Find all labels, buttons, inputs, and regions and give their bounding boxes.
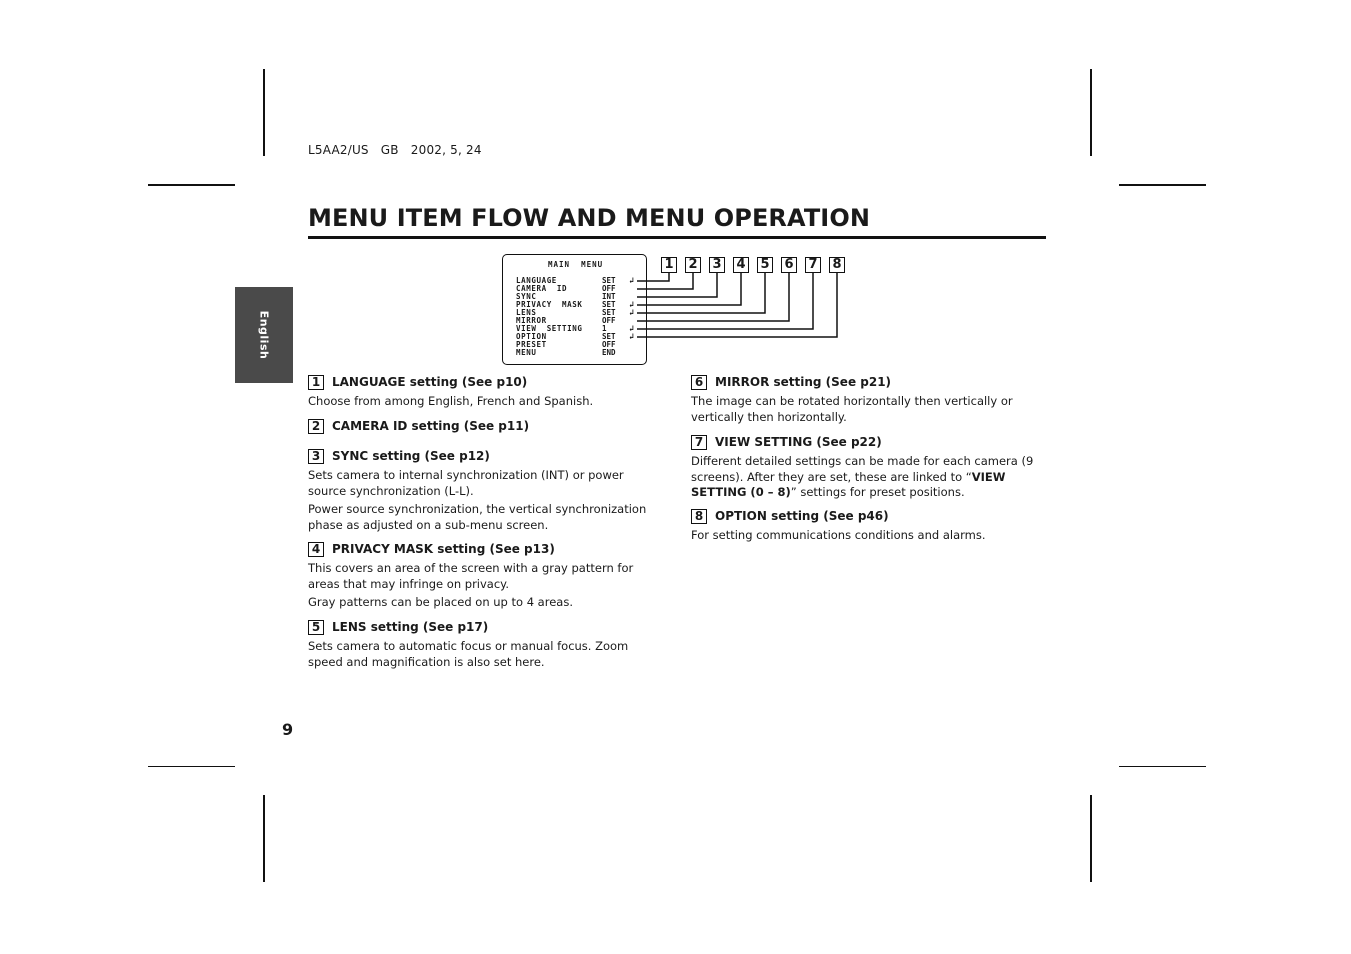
menu-row-value: OFF <box>602 340 616 349</box>
section-number: 7 <box>691 435 707 450</box>
section-bold-term: VIEW SETTING (0 – 8) <box>691 469 1006 499</box>
section-privacy-mask <box>308 542 663 614</box>
section-view-setting <box>691 435 1046 504</box>
section-sync <box>308 449 663 536</box>
section-number: 2 <box>308 419 324 434</box>
menu-row-label: LANGUAGE <box>516 276 557 285</box>
callout-4: 4 <box>733 257 749 273</box>
menu-screen-title: MAIN MENU <box>548 260 604 269</box>
menu-row-value: SET <box>602 308 616 317</box>
callout-5: 5 <box>757 257 773 273</box>
menu-row-label: OPTION <box>516 332 547 341</box>
section-number: 4 <box>308 542 324 557</box>
section-heading: MIRROR setting (See p21) <box>715 375 892 389</box>
page-number: 9 <box>282 720 294 739</box>
callout-2: 2 <box>685 257 701 273</box>
enter-arrow-icon: ↲ <box>629 300 634 309</box>
section-paragraph: For setting communications conditions and alarms. <box>691 528 986 542</box>
menu-row-label: PRESET <box>516 340 547 349</box>
menu-row-label: PRIVACY MASK <box>516 300 583 309</box>
menu-row-label: SYNC <box>516 292 537 301</box>
section-option <box>691 509 1046 547</box>
section-paragraph <box>691 454 1046 501</box>
menu-row-value: END <box>602 348 616 357</box>
connector-5 <box>637 272 765 313</box>
callout-6: 6 <box>781 257 797 273</box>
menu-row-label: CAMERA ID <box>516 284 568 293</box>
section-paragraph: Choose from among English, French and Spanish. <box>308 394 594 408</box>
menu-row-value: OFF <box>602 316 616 325</box>
callout-1: 1 <box>661 257 677 273</box>
menu-row-value: SET <box>602 332 616 341</box>
section-heading: LENS setting (See p17) <box>332 620 489 634</box>
section-paragraph: Power source synchronization, the vertical synchronization phase as adjusted on a sub-menu screen. <box>308 502 647 532</box>
section-paragraph: Sets camera to automatic focus or manual focus. Zoom speed and magnification is also set here. <box>308 639 629 669</box>
menu-row-label: LENS <box>516 308 537 317</box>
callout-8: 8 <box>829 257 845 273</box>
section-mirror <box>691 375 1046 428</box>
callout-7: 7 <box>805 257 821 273</box>
menu-row-value: SET <box>602 300 616 309</box>
enter-arrow-icon: ↲ <box>629 332 634 341</box>
section-heading: LANGUAGE setting (See p10) <box>332 375 528 389</box>
document-reference: L5AA2/US GB 2002, 5, 24 <box>308 143 482 157</box>
menu-row-value: INT <box>602 292 616 301</box>
section-paragraph: The image can be rotated horizontally then vertically or vertically then horizontally. <box>691 394 1013 424</box>
section-paragraph-text: Different detailed settings can be made for each camera (9 screens). After they are set, these are linked to “ <box>691 454 1034 484</box>
section-paragraph: Gray patterns can be placed on up to 4 areas. <box>308 595 573 609</box>
section-heading: SYNC setting (See p12) <box>332 449 490 463</box>
section-number: 1 <box>308 375 324 390</box>
section-heading: CAMERA ID setting (See p11) <box>332 419 530 433</box>
enter-arrow-icon: ↲ <box>629 276 634 285</box>
menu-row-label: MIRROR <box>516 316 547 325</box>
language-tab-label: English <box>257 310 271 360</box>
section-number: 8 <box>691 509 707 524</box>
section-number: 3 <box>308 449 324 464</box>
section-paragraph: Sets camera to internal synchronization (INT) or power source synchronization (L-L). <box>308 468 624 498</box>
section-number: 5 <box>308 620 324 635</box>
callout-3: 3 <box>709 257 725 273</box>
menu-row-value: SET <box>602 276 616 285</box>
enter-arrow-icon: ↲ <box>629 324 634 333</box>
section-heading: OPTION setting (See p46) <box>715 509 889 523</box>
section-heading: VIEW SETTING (See p22) <box>715 435 882 449</box>
section-camera-id <box>308 419 663 435</box>
enter-arrow-icon: ↲ <box>629 308 634 317</box>
section-language <box>308 375 663 413</box>
connector-3 <box>637 272 717 297</box>
section-paragraph-tail: ” settings for preset positions. <box>790 485 965 499</box>
menu-row-label: MENU <box>516 348 537 357</box>
page-title: MENU ITEM FLOW AND MENU OPERATION <box>308 204 871 232</box>
menu-row-value: OFF <box>602 284 616 293</box>
section-number: 6 <box>691 375 707 390</box>
connector-1 <box>637 272 669 281</box>
section-paragraph: This covers an area of the screen with a gray pattern for areas that may infringe on privacy. <box>308 561 634 591</box>
section-lens <box>308 620 663 673</box>
section-heading: PRIVACY MASK setting (See p13) <box>332 542 555 556</box>
menu-row-value: 1 <box>602 324 607 333</box>
menu-row-label: VIEW SETTING <box>516 324 583 333</box>
